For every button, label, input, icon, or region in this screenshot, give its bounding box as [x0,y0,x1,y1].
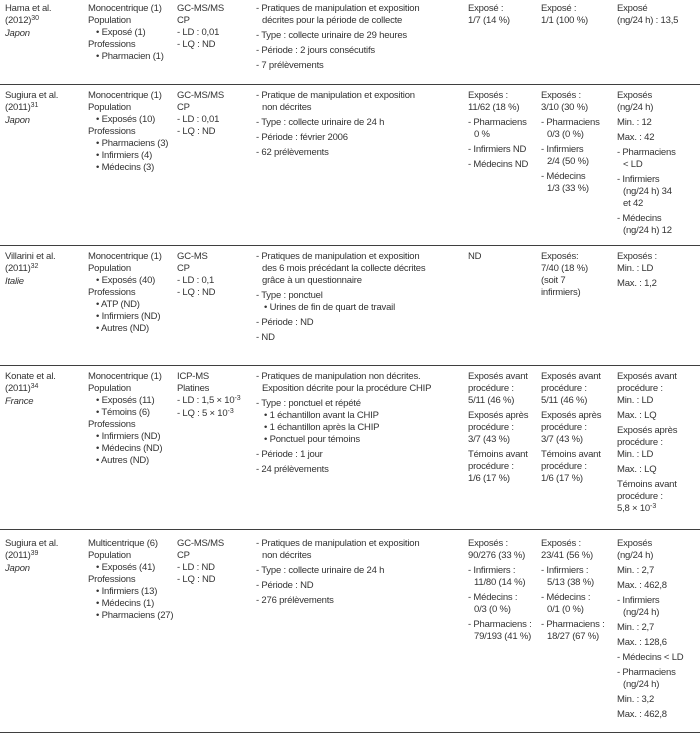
text-line: 11/62 (18 %) [468,102,520,113]
text-line: et 42 [623,198,644,209]
text-line: procédure : [617,383,663,394]
text-line: - 7 prélèvements [256,60,324,71]
text-line: • Médecins (3) [96,162,155,173]
text-line: $(2011)^{34}$ [5,382,39,394]
text-line: Japon [5,563,30,574]
text-line: - Pharmaciens [617,667,676,678]
text-line: Italie [5,276,24,287]
text-line: infirmiers) [541,287,581,298]
text-line: Sugiura et al. [5,538,59,549]
superscript: -3 [227,407,234,415]
text-line: 2/4 (50 %) [547,156,589,167]
text-line: Exposé : [541,3,577,14]
cell-method [177,538,256,732]
text-line: GC-MS/MS [177,90,224,101]
text-line: Exposés : [541,538,581,549]
text-line: procédure : [617,491,663,502]
text-line: Exposés: [541,251,579,262]
cell-exposed-samples [468,538,541,732]
text-line: Min. : 3,2 [617,694,655,705]
text-line: Professions [88,419,136,430]
text-line: - Infirmiers [541,144,584,155]
text-line: procédure : [541,461,587,472]
cell-exposed-values [617,538,699,732]
text-line: - Pharmaciens : [468,619,532,630]
text-line: - Infirmiers [617,595,660,606]
text-line: Professions [88,126,136,137]
text-line: Max. : LQ [617,410,657,421]
text-line: Exposés avant [468,371,528,382]
text-line: 0 % [474,129,490,140]
cell-exposed-subjects [541,3,617,84]
text-line: CP [177,15,190,26]
text-line: - Type : ponctuel [256,290,323,301]
text-line: $(2011)^{32}$ [5,262,39,274]
text-line: • Témoins (6) [96,407,150,418]
text-line: - LD : $1,5 \times 10^{-3}$ [177,394,241,406]
text-line: 1/3 (33 %) [547,183,589,194]
text-line: • Pharmaciens (27) [96,610,174,621]
text-line: Max. : 462,8 [617,580,667,591]
text-line: • Médecins (ND) [96,443,163,454]
text-line: - Pratiques de manipulation et exposition [256,3,420,14]
text-line: - LD : 0,01 [177,27,220,38]
text-line: Population [88,550,131,561]
text-line: grâce à un questionnaire [262,275,362,286]
text-line: Min. : LD [617,449,654,460]
text-line: - Infirmiers : [541,565,589,576]
text-line: - ND [256,332,275,343]
cell-population [88,251,177,365]
text-line: ND [468,251,482,262]
text-line: CP [177,263,190,274]
text-line: Monocentrique (1) [88,371,162,382]
text-line: Max. : 1,2 [617,278,657,289]
text-line: CP [177,550,190,561]
text-line: - Pharmaciens [617,147,676,158]
text-line: Japon [5,115,30,126]
text-line: Témoins avant [541,449,601,460]
text-line: procédure : [468,461,514,472]
text-line: Témoins avant [468,449,528,460]
cell-population [88,538,177,732]
text-line: - Pharmaciens [541,117,600,128]
cell-method [177,371,256,529]
text-line: - Pratiques de manipulation non décrites. [256,371,421,382]
text-line: 90/276 (33 %) [468,550,526,561]
cell-population [88,90,177,245]
cell-exposed-samples [468,251,541,365]
text-line: - Pharmaciens : [541,619,605,630]
text-line: • 1 échantillon après la CHIP [264,422,380,433]
text-line: Population [88,263,131,274]
text-line: - Période : 2 jours consécutifs [256,45,375,56]
cell-practices [256,371,468,529]
text-line: • Exposés (11) [96,395,155,406]
cell-study [5,538,88,732]
text-line: Exposés avant [617,371,677,382]
text-line: - Infirmiers [617,174,660,185]
text-line: 1/1 (100 %) [541,15,588,26]
text-line: - Type : ponctuel et répété [256,398,361,409]
text-line: 1/6 (17 %) [468,473,510,484]
text-line: • Infirmiers (ND) [96,431,161,442]
text-line: GC-MS/MS [177,3,224,14]
text-line: CP [177,102,190,113]
text-line: Exposés : [541,90,581,101]
text-line: Exposés [617,90,653,101]
text-line: Min. : LD [617,395,654,406]
superscript: 32 [30,262,39,270]
text-line: 7/40 (18 %) [541,263,588,274]
text-line: • Autres (ND) [96,323,149,334]
text-line: - Médecins : [541,592,591,603]
text-line: Exposés : [617,251,657,262]
text-line: • Urines de fin de quart de travail [264,302,395,313]
text-line: $(2011)^{39}$ [5,549,39,561]
cell-exposed-values [617,90,699,245]
cell-exposed-values [617,371,699,529]
text-line: - Pratiques de manipulation et exposition [256,251,420,262]
text-line: Exposés après [617,425,678,436]
table-row [0,246,700,366]
text-line: Monocentrique (1) [88,3,162,14]
superscript: 34 [30,382,39,390]
text-line: (ng/24 h) [617,102,654,113]
text-line: Monocentrique (1) [88,251,162,262]
text-line: • Médecins (1) [96,598,155,609]
cell-population [88,371,177,529]
text-line: 3/7 (43 %) [541,434,583,445]
text-line: 5/11 (46 %) [541,395,588,406]
text-line: Multicentrique (6) [88,538,158,549]
cell-exposed-subjects [541,538,617,732]
cell-exposed-samples [468,3,541,84]
cell-method [177,251,256,365]
text-line: 5/11 (46 %) [468,395,515,406]
text-line: - Période : février 2006 [256,132,348,143]
text-line: Max. : LQ [617,464,657,475]
text-line: Max. : 42 [617,132,655,143]
text-line: • Infirmiers (4) [96,150,153,161]
text-line: 79/193 (41 %) [474,631,532,642]
cell-method [177,90,256,245]
text-line: Monocentrique (1) [88,90,162,101]
text-line: 0/1 (0 %) [547,604,584,615]
text-line: Min. : 12 [617,117,652,128]
table-row [0,85,700,246]
cell-practices [256,538,468,732]
text-line: - LD : 0,1 [177,275,215,286]
text-line: (ng/24 h) : 13,5 [617,15,679,26]
text-line: $5,8 \times 10^{-3}$ [617,502,657,514]
text-line: • Exposés (40) [96,275,156,286]
text-line: 0/3 (0 %) [474,604,511,615]
text-line: Population [88,383,131,394]
text-line: GC-MS/MS [177,538,224,549]
text-line: Hama et al. [5,3,52,14]
text-line: - Période : ND [256,580,314,591]
text-line: Platines [177,383,210,394]
text-line: - LQ : ND [177,126,216,137]
cell-exposed-samples [468,90,541,245]
text-line: décrites pour la période de collecte [262,15,403,26]
text-line: Population [88,15,131,26]
text-line: ICP-MS [177,371,210,382]
text-line: - Médecins < LD [617,652,684,663]
cell-method [177,3,256,84]
text-line: Population [88,102,131,113]
cell-exposed-subjects [541,371,617,529]
text-line: • Infirmiers (ND) [96,311,161,322]
text-line: Konate et al. [5,371,56,382]
text-line: - Médecins ND [468,159,529,170]
text-line: 3/10 (30 %) [541,102,588,113]
text-line: Professions [88,574,136,585]
text-line: (ng/24 h) 12 [623,225,672,236]
text-line: - Période : 1 jour [256,449,323,460]
text-line: Exposé : [468,3,504,14]
text-line: Exposés avant [541,371,601,382]
text-line: Professions [88,287,136,298]
text-line: $(2012)^{30}$ [5,14,40,26]
text-line: des 6 mois précédant la collecte décrites [262,263,426,274]
superscript: 39 [30,549,39,557]
superscript: -3 [234,394,241,402]
text-line: - Infirmiers : [468,565,516,576]
text-line: - LQ : $5 \times 10^{-3}$ [177,407,234,419]
text-line: - Médecins : [468,592,518,603]
text-line: Min. : LD [617,263,654,274]
text-line: GC-MS [177,251,208,262]
text-line: Exposés : [468,538,508,549]
text-line: non décrites [262,550,312,561]
text-line: - Type : collecte urinaire de 29 heures [256,30,407,41]
cell-practices [256,90,468,245]
text-line: Villarini et al. [5,251,56,262]
text-line: 0/3 (0 %) [547,129,584,140]
text-line: • Exposés (10) [96,114,156,125]
text-line: < LD [623,159,643,170]
cell-study [5,371,88,529]
text-line: non décrites [262,102,312,113]
text-line: - Pharmaciens [468,117,527,128]
cell-population [88,3,177,84]
cell-exposed-samples [468,371,541,529]
text-line: 11/80 (14 %) [474,577,526,588]
text-line: - LQ : ND [177,287,216,298]
text-line: - Type : collecte urinaire de 24 h [256,117,385,128]
text-line: procédure : [541,422,587,433]
text-line: - Pratique de manipulation et exposition [256,90,415,101]
text-line: procédure : [541,383,587,394]
table-row [0,0,700,85]
text-line: • Exposé (1) [96,27,146,38]
cell-study [5,90,88,245]
text-line: $(2011)^{31}$ [5,101,39,113]
text-line: 18/27 (67 %) [547,631,599,642]
table-row [0,530,700,733]
cell-practices [256,3,468,84]
text-line: - LD : 0,01 [177,114,220,125]
cell-exposed-values [617,3,699,84]
text-line: (ng/24 h) [623,607,660,618]
text-line: Max. : 128,6 [617,637,667,648]
text-line: • Exposés (41) [96,562,156,573]
text-line: Exposés : [468,90,508,101]
cell-practices [256,251,468,365]
table-row [0,366,700,530]
text-line: (soit 7 [541,275,566,286]
text-line: Sugiura et al. [5,90,59,101]
cell-exposed-subjects [541,251,617,365]
superscript: 30 [31,14,40,22]
text-line: France [5,396,34,407]
text-line: - Pratiques de manipulation et exposition [256,538,420,549]
text-line: Professions [88,39,136,50]
text-line: - 62 prélèvements [256,147,329,158]
text-line: procédure : [468,422,514,433]
text-line: Exposés après [541,410,602,421]
text-line: • Pharmacien (1) [96,51,164,62]
cell-exposed-values [617,251,699,365]
text-line: - Type : collecte urinaire de 24 h [256,565,385,576]
text-line: Témoins avant [617,479,677,490]
text-line: Exposés [617,538,653,549]
cell-study [5,251,88,365]
text-line: 5/13 (38 %) [547,577,594,588]
text-line: • Ponctuel pour témoins [264,434,360,445]
text-line: • Autres (ND) [96,455,149,466]
text-line: - Médecins [541,171,586,182]
text-line: • Infirmiers (13) [96,586,158,597]
text-line: • ATP (ND) [96,299,140,310]
text-line: • 1 échantillon avant la CHIP [264,410,379,421]
text-line: Exposé [617,3,648,14]
text-line: procédure : [617,437,663,448]
text-line: Japon [5,28,30,39]
cell-study [5,3,88,84]
text-line: (ng/24 h) [617,550,654,561]
text-line: 3/7 (43 %) [468,434,510,445]
cell-exposed-subjects [541,90,617,245]
text-line: Exposition décrite pour la procédure CHIP [262,383,432,394]
text-line: • Pharmaciens (3) [96,138,169,149]
text-line: - Période : ND [256,317,314,328]
text-line: - 276 prélèvements [256,595,334,606]
text-line: 1/7 (14 %) [468,15,510,26]
text-line: Min. : 2,7 [617,565,655,576]
text-line: Max. : 462,8 [617,709,667,720]
text-line: Exposés après [468,410,529,421]
text-line: - LD : ND [177,562,215,573]
superscript: -3 [650,502,657,510]
text-line: 23/41 (56 %) [541,550,593,561]
text-line: - 24 prélèvements [256,464,329,475]
superscript: 31 [30,101,39,109]
text-line: - LQ : ND [177,574,216,585]
text-line: (ng/24 h) [623,679,660,690]
text-line: procédure : [468,383,514,394]
text-line: (ng/24 h) 34 [623,186,672,197]
text-line: - Infirmiers ND [468,144,527,155]
text-line: Min. : 2,7 [617,622,655,633]
text-line: - Médecins [617,213,662,224]
text-line: 1/6 (17 %) [541,473,583,484]
text-line: - LQ : ND [177,39,216,50]
